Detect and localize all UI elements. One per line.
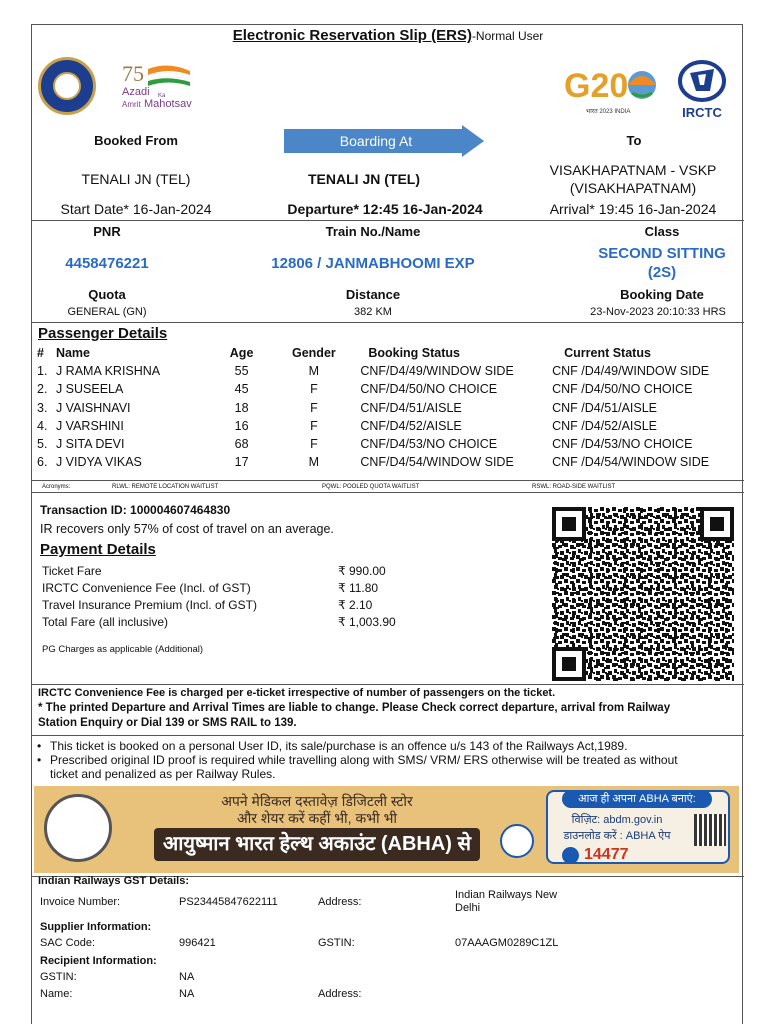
azadi-logo-word-amrit: Amrit	[122, 100, 141, 109]
rule-text: Prescribed original ID proof is required while travelling along with SMS/ VRM/ ERS otherwise will be treated as without	[50, 753, 678, 767]
col-header-current-status: Current Status	[564, 346, 651, 361]
boarding-at-label: Boarding At	[339, 133, 413, 149]
class-label: Class	[644, 224, 680, 239]
departure-change-note-cont: Station Enquiry or Dial 139 or SMS RAIL to 139.	[38, 717, 297, 729]
passenger-name: J SITA DEVI	[55, 437, 125, 452]
to-label: To	[626, 133, 642, 148]
table-row	[37, 453, 742, 471]
abha-info-card	[546, 790, 730, 864]
start-date: Start Date* 16-Jan-2024	[60, 201, 212, 217]
passenger-booking-status: CNF/D4/53/NO CHOICE	[360, 437, 498, 452]
from-station: TENALI JN (TEL)	[81, 171, 191, 187]
convenience-fee-note: IRCTC Convenience Fee is charged per e-ticket irrespective of number of passengers on the ticket.	[38, 687, 556, 699]
supplier-address-line1: Indian Railways New	[455, 889, 558, 901]
divider	[32, 492, 744, 493]
payment-details-title: Payment Details	[40, 541, 156, 558]
invoice-label: Invoice Number:	[40, 896, 121, 908]
passenger-number: 3.	[37, 400, 48, 415]
azadi-logo-word-azadi: Azadi	[122, 86, 150, 98]
supplier-gstin-label: GSTIN:	[318, 937, 355, 949]
supplier-gstin: 07AAAGM0289C1ZL	[455, 937, 559, 949]
to-station-line1: VISAKHAPATNAM - VSKP	[549, 162, 717, 178]
abha-qr-icon	[694, 814, 726, 846]
passenger-current-status: CNF /D4/54/WINDOW SIDE	[552, 455, 710, 470]
train-name: 12806 / JANMABHOOMI EXP	[271, 255, 475, 272]
divider	[32, 735, 744, 736]
passenger-name: J VAISHNAVI	[55, 400, 131, 415]
train-label: Train No./Name	[325, 224, 421, 239]
passenger-booking-status: CNF/D4/52/AISLE	[360, 418, 462, 433]
azadi-logo-word-ka: Ka	[158, 93, 166, 99]
passenger-number: 4.	[37, 418, 48, 433]
ers-title-suffix: -Normal User	[471, 29, 544, 43]
banner-hindi-line1: अपने मेडिकल दस्तावेज़ डिजिटली स्टोर	[221, 793, 413, 809]
class-code: (2S)	[647, 264, 677, 281]
boarding-at-arrow	[284, 125, 484, 157]
g20-logo	[562, 59, 662, 117]
g20-logo-text: G20	[564, 67, 629, 105]
recipient-address-label: Address:	[318, 988, 362, 1000]
g20-caption: भारत 2023 INDIA	[586, 109, 631, 115]
passenger-gender: F	[310, 437, 318, 452]
passenger-name: J SUSEELA	[55, 382, 124, 397]
passenger-number: 1.	[37, 364, 48, 379]
passenger-current-status: CNF /D4/53/NO CHOICE	[552, 437, 693, 452]
passenger-current-status: CNF /D4/49/WINDOW SIDE	[552, 364, 710, 379]
passenger-name: J RAMA KRISHNA	[55, 364, 161, 379]
list-item	[34, 753, 678, 781]
fare-value: ₹ 11.80	[338, 581, 379, 595]
table-row	[37, 435, 742, 453]
passenger-name: J VARSHINI	[55, 418, 124, 433]
booked-from-label: Booked From	[94, 133, 178, 148]
passenger-age: 68	[234, 437, 249, 452]
distance-label: Distance	[345, 287, 401, 302]
passenger-booking-status: CNF/D4/51/AISLE	[360, 400, 462, 415]
banner-abha-headline: आयुष्मान भारत हेल्थ अकाउंट (ABHA) से	[154, 828, 480, 861]
fare-label: IRCTC Convenience Fee (Incl. of GST)	[42, 581, 251, 595]
passenger-booking-status: CNF/D4/54/WINDOW SIDE	[360, 455, 514, 470]
sac-code: 996421	[179, 937, 216, 949]
azadi-logo-75: 75	[122, 61, 144, 86]
ticket-qr-code	[552, 507, 734, 681]
to-station-line2: (VISAKHAPATNAM)	[569, 180, 697, 196]
divider	[32, 322, 744, 323]
ticket-rules-list	[34, 739, 678, 781]
gst-section-title: Indian Railways GST Details:	[38, 875, 189, 887]
passenger-number: 6.	[37, 455, 48, 470]
recipient-info-title: Recipient Information:	[40, 955, 157, 967]
divider	[32, 684, 744, 685]
divider	[32, 220, 744, 221]
table-row	[37, 380, 742, 398]
departure-time: Departure* 12:45 16-Jan-2024	[287, 201, 483, 217]
ers-title: Electronic Reservation Slip (ERS)	[232, 27, 472, 44]
divider	[32, 480, 744, 481]
ers-ticket	[31, 24, 743, 1024]
passenger-age: 17	[234, 455, 249, 470]
passenger-gender: F	[310, 400, 318, 415]
transaction-id: Transaction ID: 100004607464830	[40, 503, 231, 517]
boarding-station: TENALI JN (TEL)	[308, 171, 420, 187]
abha-visit-text: विज़िट: abdm.gov.in	[571, 814, 663, 826]
fare-label: Ticket Fare	[42, 564, 102, 578]
fare-value: ₹ 1,003.90	[338, 615, 396, 629]
acronym-rlwl: RLWL: REMOTE LOCATION WAITLIST	[112, 484, 219, 490]
table-row	[37, 399, 742, 417]
class-name: SECOND SITTING	[598, 245, 726, 262]
quota-value: GENERAL (GN)	[67, 306, 147, 318]
table-row	[37, 362, 742, 380]
fare-value: ₹ 990.00	[338, 564, 386, 578]
col-header-number: #	[37, 346, 44, 361]
arrival-time: Arrival* 19:45 16-Jan-2024	[549, 201, 717, 217]
sac-label: SAC Code:	[40, 937, 96, 949]
acronym-rswl: RSWL: ROAD-SIDE WAITLIST	[532, 484, 616, 490]
col-header-name: Name	[55, 346, 90, 361]
rule-text-cont: ticket and penalized as per Railway Rules.	[50, 767, 276, 781]
recipient-gstin: NA	[179, 971, 195, 983]
booking-date-value: 23-Nov-2023 20:10:33 HRS	[590, 306, 726, 318]
passenger-booking-status: CNF/D4/50/NO CHOICE	[360, 382, 498, 397]
irctc-logo	[670, 59, 734, 123]
supplier-info-title: Supplier Information:	[40, 921, 152, 933]
recovery-note: IR recovers only 57% of cost of travel on an average.	[40, 522, 334, 536]
list-item: • This ticket is booked on a personal User ID, its sale/purchase is an offence u/s 143 of the Railways Act,1989.	[34, 739, 678, 753]
fare-value: ₹ 2.10	[338, 598, 373, 612]
passenger-gender: M	[308, 364, 320, 379]
col-header-age: Age	[229, 346, 254, 361]
passenger-booking-status: CNF/D4/49/WINDOW SIDE	[360, 364, 514, 379]
azadi-logo-word-mahotsav: Mahotsav	[144, 98, 192, 110]
phone-icon	[562, 847, 579, 864]
passenger-number: 5.	[37, 437, 48, 452]
supplier-address-label: Address:	[318, 896, 362, 908]
passenger-age: 55	[234, 364, 249, 379]
abha-banner[interactable]	[34, 786, 739, 873]
indian-railways-logo	[38, 57, 96, 115]
pg-charges-note: PG Charges as applicable (Additional)	[42, 644, 204, 655]
booking-date-label: Booking Date	[620, 287, 704, 302]
passenger-gender: F	[310, 418, 318, 433]
fare-label: Total Fare (all inclusive)	[42, 615, 169, 629]
abha-cta-pill: आज ही अपना ABHA बनाएं:	[562, 790, 712, 808]
distance-value: 382 KM	[354, 306, 392, 318]
passenger-current-status: CNF /D4/50/NO CHOICE	[552, 382, 693, 397]
irctc-logo-text: IRCTC	[682, 105, 722, 120]
invoice-number: PS23445847622111	[179, 896, 278, 908]
acronym-pqwl: PQWL: POOLED QUOTA WAITLIST	[322, 484, 420, 490]
passenger-gender: M	[308, 455, 320, 470]
passenger-table	[37, 344, 742, 471]
col-header-booking-status: Booking Status	[368, 346, 460, 361]
passenger-current-status: CNF /D4/51/AISLE	[552, 400, 658, 415]
departure-change-note: * The printed Departure and Arrival Times are liable to change. Please Check correct departure, arrival from Railway	[38, 702, 671, 714]
pnr-number: 4458476221	[65, 255, 149, 272]
passenger-number: 2.	[37, 382, 48, 397]
azadi-ka-amrit-mahotsav-logo	[118, 59, 208, 111]
abha-helpline-number: 14477	[584, 846, 629, 863]
fare-label: Travel Insurance Premium (Incl. of GST)	[42, 598, 257, 612]
abha-logo	[44, 794, 112, 862]
pnr-label: PNR	[93, 224, 121, 239]
passenger-age: 45	[234, 382, 249, 397]
passenger-table-header	[37, 344, 742, 362]
banner-hindi-line2: और शेयर करें कहीं भी, कभी भी	[236, 810, 398, 826]
recipient-name: NA	[179, 988, 195, 1000]
abha-download-text: डाउनलोड करें : ABHA ऐप	[563, 830, 671, 842]
table-row	[37, 417, 742, 435]
quota-label: Quota	[88, 287, 126, 302]
col-header-gender: Gender	[292, 346, 336, 361]
recipient-name-label: Name:	[40, 988, 73, 1000]
passenger-current-status: CNF /D4/52/AISLE	[552, 418, 658, 433]
passenger-gender: F	[310, 382, 318, 397]
passenger-name: J VIDYA VIKAS	[55, 455, 142, 470]
abha-app-icon	[500, 824, 534, 858]
supplier-address-line2: Delhi	[455, 902, 481, 914]
passenger-age: 18	[234, 400, 249, 415]
page-title	[32, 27, 744, 44]
passenger-age: 16	[234, 418, 249, 433]
recipient-gstin-label: GSTIN:	[40, 971, 77, 983]
passenger-details-title: Passenger Details	[38, 325, 168, 342]
acronyms-label: Acronyms:	[42, 484, 71, 490]
